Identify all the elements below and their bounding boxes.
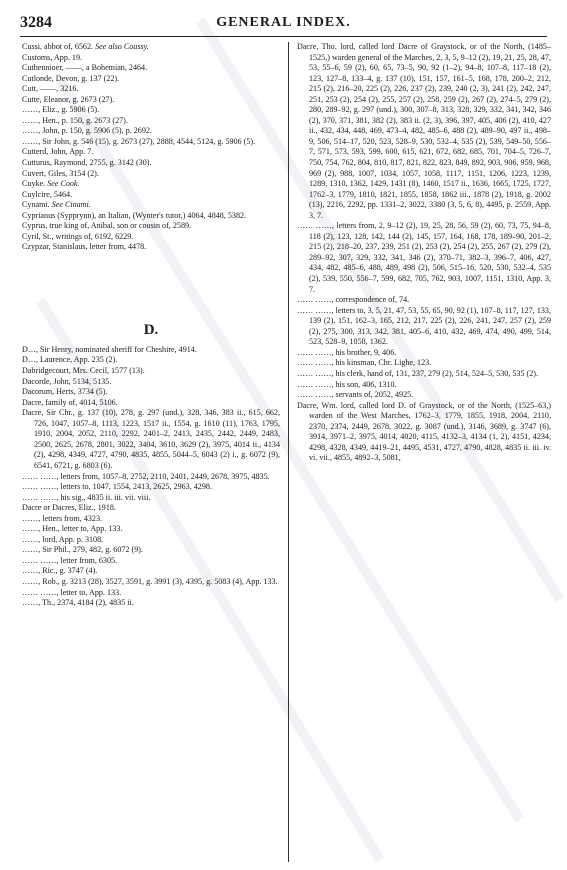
index-entry-text: …… ……, letter from, 6305.: [22, 555, 118, 565]
index-entry: [22, 408, 280, 471]
index-entry-text: Cyprus, true king of, Anibal, son or cousin of, 2589.: [22, 221, 192, 231]
index-entry-text: Cutturus, Raymond, 2755, g. 3142 (30).: [22, 158, 152, 168]
index-entry: [22, 169, 280, 180]
section-letter-heading: D.: [143, 321, 159, 338]
index-entry-text: Dacre, family of, 4014, 5106.: [22, 397, 118, 407]
index-entry-text: …… ……, his son, 406, 1310.: [297, 379, 397, 389]
index-entries-dacre: [297, 42, 551, 464]
index-entry: [22, 377, 280, 388]
index-entry: [22, 366, 280, 377]
index-entry-text: ……, Eliz., g. 5906 (5).: [22, 105, 100, 115]
index-entry-text: D…, Laurence, App. 235 (2).: [22, 355, 118, 365]
index-entry: [22, 482, 280, 493]
index-entry: [22, 105, 280, 116]
index-entry: [22, 588, 280, 599]
index-entry: [22, 556, 280, 567]
index-entry: [22, 503, 280, 514]
cross-reference: See also Coussy.: [95, 42, 149, 51]
index-entry: [297, 221, 551, 295]
column-divider: [288, 42, 289, 862]
index-entry-text: ……, Ric., g. 3747 (4).: [22, 566, 98, 576]
index-entry: [22, 158, 280, 169]
index-entry-text: ……, lord, App. p. 3108.: [22, 534, 104, 544]
index-entry-text: …… ……, letters from, 2, 9–12 (2), 19, 25, 28, 56, 59 (2), 60, 73, 75, 94–8, 118 (2), 123, 128, 142, 144 (2), 145, 157, 164, 168, 178, 189–90, 201–2, 215 (2), 218–20, 237, 239, 251 (2), 253 (2), 254 (2), 255, 267 (2), 279 (2), 289–92, 307, 329, 332, 341, 346 (2), 370–71, 382–3, 396–7, 406, 427, 434, 482, 485–6, 488, 489, 498 (2), 506, 515–16, 520, 530, 532–4, 535 (2), 539, 550, 556–7, 599, 682, 705, 762, 903, 1007, 1151, 1310, App. 3, 7.: [297, 221, 551, 294]
index-entry: [22, 221, 280, 232]
index-entry-text: …… ……, his clerk, hand of, 131, 237, 279 (2), 514, 524–5, 530, 535 (2).: [297, 368, 538, 378]
index-entry-text: Cuylcire, 5464.: [22, 189, 73, 199]
index-entry-text: ……, Rob., g. 3213 (28), 3527, 3591, g. 3991 (3), 4395, g. 5083 (4), App. 133.: [22, 576, 278, 586]
index-entry-text: ……, letters from, 4323.: [22, 513, 103, 523]
index-entry-text: Cyril, St., writings of, 6192, 6229.: [22, 231, 134, 241]
index-entry-text: ……, Hen., p. 150, g. 2673 (27).: [22, 115, 128, 125]
index-entry-text: Cussi, abbot of, 6562.: [22, 42, 94, 51]
index-entry-text: ……, Hen., letter to, App. 133.: [22, 524, 123, 534]
index-entry-text: ……, Sir Phil., 279, 482, g. 6072 (9).: [22, 545, 143, 555]
index-entry: [22, 84, 280, 95]
index-entry-text: Dacorde, John, 5134, 5135.: [22, 376, 112, 386]
index-entry-text: ……, Th., 2374, 4184 (2), 4835 ii.: [22, 598, 134, 608]
index-entry-text: Dacre, Wm. lord, called lord D. of Graystock, or of the North, (1525–63,) warden of the West Marches, 1762–3, 1779, 1855, 1918, 2004, 2110, 2370, 2374, 2449, 2678, 3022, g. 3087 (und.), 3146, 3689, g. 3747 (6), 3914, 3971–2, 3975, 4014, 4020, 4115, 4132–3, 4134 (1, 2), 4151, 4234, 4298, 4328, 4349, 4419–21, 4495, 4531, 4727, 4790, 4828, 4835 ii. iii. iv. vi. vii., 4855, 4892–3, 5081,: [297, 400, 551, 463]
index-entry: [22, 211, 280, 222]
index-entry: [297, 348, 551, 359]
index-entry: [297, 380, 551, 391]
index-entry-text: Dacre, Sir Chr., g. 137 (10), 278, g. 297 (und.), 328, 346, 383 ii., 615, 662, 726, 1047, 1057–8, 1113, 1223, 1517 ii., 1554, g. 1610 (11), 1763, 1795, 1910, 2004, 2052, 2110, 2292, 2401–2, 2413, 2435, 2442, 2449, 2483, 2500, 2625, 2678, 2801, 3022, 3404, 3610, 3629 (2), 3975, 4014 ii., 4134 (2), 4298, 4349, 4727, 4790, 4835, 4855, 5044–5, 6043 (2) i., g. 6072 (9), 6541, 6721, g. 6803 (6).: [22, 408, 280, 470]
header-rule: [20, 36, 547, 37]
index-entry-text: Czypzar, Stanislaus, letter from, 4478.: [22, 242, 147, 252]
left-column: [22, 42, 280, 609]
page-number: 3284: [20, 14, 52, 31]
index-entry-text: Dacre or Dacres, Eliz., 1918.: [22, 503, 116, 513]
index-entry: [22, 598, 280, 609]
index-entry-text: …… ……, correspondence of, 74.: [297, 295, 410, 305]
index-entry: [22, 545, 280, 556]
index-entry-text: …… ……, his brother, 9, 406.: [297, 347, 397, 357]
index-entry-text: Cyprianus (Sypprynn), an Italian, (Wynter's tutor,) 4064, 4848, 5382.: [22, 210, 247, 220]
index-entry: [22, 95, 280, 106]
index-entry: [297, 306, 551, 348]
index-entry-text: Dabridgecourt, Mrs. Cecil, 1577 (13).: [22, 366, 145, 376]
index-entry: [22, 147, 280, 158]
index-entry: [22, 232, 280, 243]
index-entry-text: Cutte, Eleanor, g. 2673 (27).: [22, 94, 115, 104]
index-entry: [22, 116, 280, 127]
index-entry-text: Cuthennioer, ——, a Bohemian, 2464.: [22, 63, 148, 73]
index-entry-text: Dacre, Tho. lord, called lord Dacre of Graystock, or of the North, (1485–1525,) warden general of the Marches, 2, 3, 5, 9–12 (2), 19, 21, 25, 28, 47, 53, 55–6, 59 (2), 60, 65, 73–5, 90, 92 (1–2), 94–8, 107–8, 117–18 (2), 123, 127–8, 133–4, g. 137 (10), 151, 157, 161–5, 168, 178, 200–2, 212, 215 (2), 216–20, 225 (2), 226, 237 (2), 239, 240 (2, 3), 241 (2), 242, 247, 251, 253 (2), 254 (2), 255, 257 (2), 258, 259 (2), 267 (2), 274–5, 279 (2), 280, 289–92, g. 297 (und.), 300, 307–8, 313, 328, 329, 332, 341, 342, 346 (2), 370, 371, 381, 382 (2), 383 ii. (2, 3), 396, 397, 405, 406 (2), 410, 427 ii., 432, 434, 448, 469, 473–4, 482, 485–6, 488 (2), 489–90, 497 ii., 498–9, 506, 514–17, 520, 523, 528–9, 530, 532–4, 535 (2), 539, 549–50, 556–7, 571, 573, 593, 599, 600, 615, 621, 672, 682, 685, 701, 704–5, 726–7, 750, 754, 762, 804, 810, 817, 821, 822, 823, 849, 892, 903, 906, 959, 968, 969 (2), 988, 1007, 1034, 1057, 1058, 1117, 1151, 1206, 1223, 1239, 1289, 1310, 1362, 1429, 1431 (8), 1460, 1517 ii., 1636, 1665, 1725, 1727, 1762–3, 1779, 1810, 1821, 1855, 1858, 1862 iii., 1878 (2), 1918, g. 2002 (13), 2216, 2292, pp. 1331–2, 3022, 3380 (3, 5, 6, 8), 4495, p. 2559, App. 3, 7.: [297, 42, 551, 220]
index-entry: [22, 535, 280, 546]
index-entry-text: Cutt, ——, 3216.: [22, 84, 79, 94]
cross-reference: See Cook.: [47, 179, 80, 189]
index-entry-text: Cuyke.: [22, 179, 46, 189]
index-entry-text: …… ……, servants of, 2052, 4925.: [297, 390, 414, 400]
index-entry-text: ……, John, p. 150, g. 5906 (5), p. 2692.: [22, 126, 152, 136]
index-entry-text: Cutterd, John, App. 7.: [22, 147, 94, 157]
index-entry: [297, 358, 551, 369]
cross-reference: See Cinami.: [51, 200, 91, 210]
index-entry: [22, 493, 280, 504]
index-entry: [22, 514, 280, 525]
index-entry: [297, 295, 551, 306]
index-entry: [22, 53, 280, 64]
index-entry: [22, 200, 280, 211]
index-entries-c: [22, 42, 280, 253]
index-entry-text: …… ……, his sig., 4835 ii. iii. vii. viii.: [22, 492, 151, 502]
index-entry: [22, 577, 280, 588]
index-entry: [22, 345, 280, 356]
index-entries-d: [22, 345, 280, 609]
index-entry: [297, 369, 551, 380]
index-entry-text: ……, Sir John, g. 546 (15), g. 2673 (27), 2888, 4544, 5124, g. 5906 (5).: [22, 136, 256, 146]
index-entry: [22, 42, 280, 53]
page-header: [20, 14, 547, 32]
index-entry: [22, 190, 280, 201]
index-entry-text: …… ……, letters to, 3, 5, 21, 47, 53, 55, 65, 90, 92 (1), 107–8, 117, 127, 133, 139 (2), 151, 162–3, 165, 212, 217, 225 (2), 226, 241, 247, 257 (2), 259 (2), 275, 300, 313, 342, 381, 405–6, 410, 432, 469, 474, 490, 499, 514, 523, 528–9, 1058, 1362.: [297, 305, 551, 347]
index-entry-text: Dacorum, Herts, 3734 (5).: [22, 387, 108, 397]
page-title: GENERAL INDEX.: [216, 15, 351, 30]
index-entry: [22, 179, 280, 190]
index-entry: [22, 566, 280, 577]
index-entry: [22, 63, 280, 74]
index-entry-text: Customs, App. 19.: [22, 52, 83, 62]
index-entry: [22, 355, 280, 366]
index-entry: [22, 524, 280, 535]
index-entry-text: Cuvert, Giles, 3154 (2).: [22, 168, 99, 178]
index-entry-text: …… ……, letters from, 1057–8, 2752, 2110, 2401, 2449, 2678, 3975, 4835.: [22, 471, 270, 481]
index-entry: [22, 126, 280, 137]
index-entry: [22, 137, 280, 148]
index-entry-text: …… ……, his kinsman, Chr. Lighe, 123.: [297, 358, 432, 368]
index-entry-text: Cynami.: [22, 200, 50, 210]
index-entry: [297, 42, 551, 221]
index-entry: [297, 401, 551, 464]
index-entry: [22, 398, 280, 409]
index-entry-text: …… ……, letter to, App. 133.: [22, 587, 122, 597]
index-entry-text: …… ……, letters to, 1047, 1554, 2413, 2625, 2963, 4298.: [22, 482, 212, 492]
index-entry-text: D…, Sir Henry, nominated sheriff for Cheshire, 4914.: [22, 344, 197, 354]
right-column: [297, 42, 551, 464]
index-entry: [22, 472, 280, 483]
section-gap: [22, 253, 280, 313]
index-entry: [22, 242, 280, 253]
index-entry: [22, 387, 280, 398]
index-entry: [22, 74, 280, 85]
index-entry-text: Cutlonde, Devon, g. 137 (22).: [22, 73, 120, 83]
index-entry: [297, 390, 551, 401]
